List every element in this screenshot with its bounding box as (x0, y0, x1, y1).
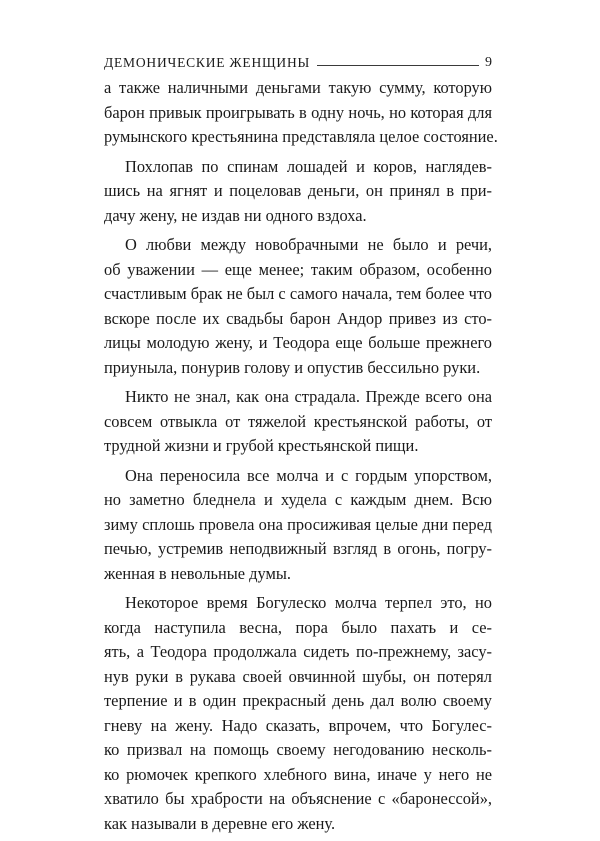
text-line: трудной жизни и грубой крестьянской пищи. (104, 436, 419, 455)
text-line: вскоре после их свадьбы барон Андор привез из сто- (104, 308, 492, 328)
text-line: Некоторое время Богулеско молча терпел это, но (125, 593, 492, 612)
text-line: шись на ягнят и поцеловав деньги, он принял в при- (104, 181, 492, 200)
text-line: зиму сплошь провела она просиживая целые дни перед (104, 514, 492, 534)
text-line: счастливым брак не был с самого начала, тем более что (104, 284, 492, 303)
text-line: когда наступила весна, пора было пахать и се- (104, 617, 492, 637)
text-line: Похлопав по спинам лошадей и коров, наглядев- (125, 156, 492, 176)
running-head (104, 52, 492, 74)
text-line: барон привык проигрывать в одну ночь, но которая для (104, 102, 492, 122)
page-number: 9 (485, 55, 492, 70)
text-line: совсем отвыкла от тяжелой крестьянской работы, от (104, 411, 492, 431)
text-line: Никто не знал, как она страдала. Прежде всего она (125, 387, 492, 406)
text-line: О любви между новобрачными не было и речи, (125, 235, 492, 254)
text-line: ко рюмочек крепкого хлебного вина, иначе у него не (104, 764, 492, 784)
text-line: но заметно бледнела и худела с каждым днем. Всю (104, 490, 492, 509)
text-line: терпение и в один прекрасный день дал волю своему (104, 691, 492, 710)
paragraph (104, 591, 492, 836)
text-line: дачу жену, не издав ни одного вздоха. (104, 205, 367, 225)
text-line: Она переносила все молча и с гордым упорством, (125, 465, 492, 485)
text-line: как называли в деревне его жену. (104, 813, 336, 833)
text-line: нув руки в рукава своей овчинной шубы, он потерял (104, 666, 492, 686)
text-line: ко призвал на помощь своему негодованию несколь- (104, 740, 492, 759)
text-line: а также наличными деньгами такую сумму, которую (104, 78, 492, 97)
text-line: хватило бы храбрости на объяснение с «баронессой», (104, 789, 492, 808)
paragraph (104, 464, 492, 587)
paragraph (104, 76, 498, 150)
text-line: об уважении — еще менее; таким образом, особенно (104, 259, 492, 279)
running-head-rule (317, 65, 479, 66)
text-line: ять, а Теодора продолжала сидеть по-прежнему, засу- (104, 642, 492, 661)
text-line: гневу на жену. Надо сказать, впрочем, что Богулес- (104, 715, 492, 735)
text-line: румынского крестьянина представляла целое состояние. (104, 127, 498, 146)
text-line: женная в невольные думы. (104, 563, 291, 583)
paragraph (104, 385, 492, 459)
running-head-title: ДЕМОНИЧЕСКИЕ ЖЕНЩИНЫ (104, 55, 311, 70)
paragraph (104, 233, 492, 380)
text-line: печью, устремив неподвижный взгляд в огонь, погру- (104, 539, 492, 558)
text-line: лицы молодую жену, и Теодора еще больше прежнего (104, 333, 492, 352)
text-line: приуныла, понурив голову и опустив бессильно руки. (104, 357, 481, 377)
paragraph (104, 155, 492, 229)
body-text (104, 76, 498, 841)
